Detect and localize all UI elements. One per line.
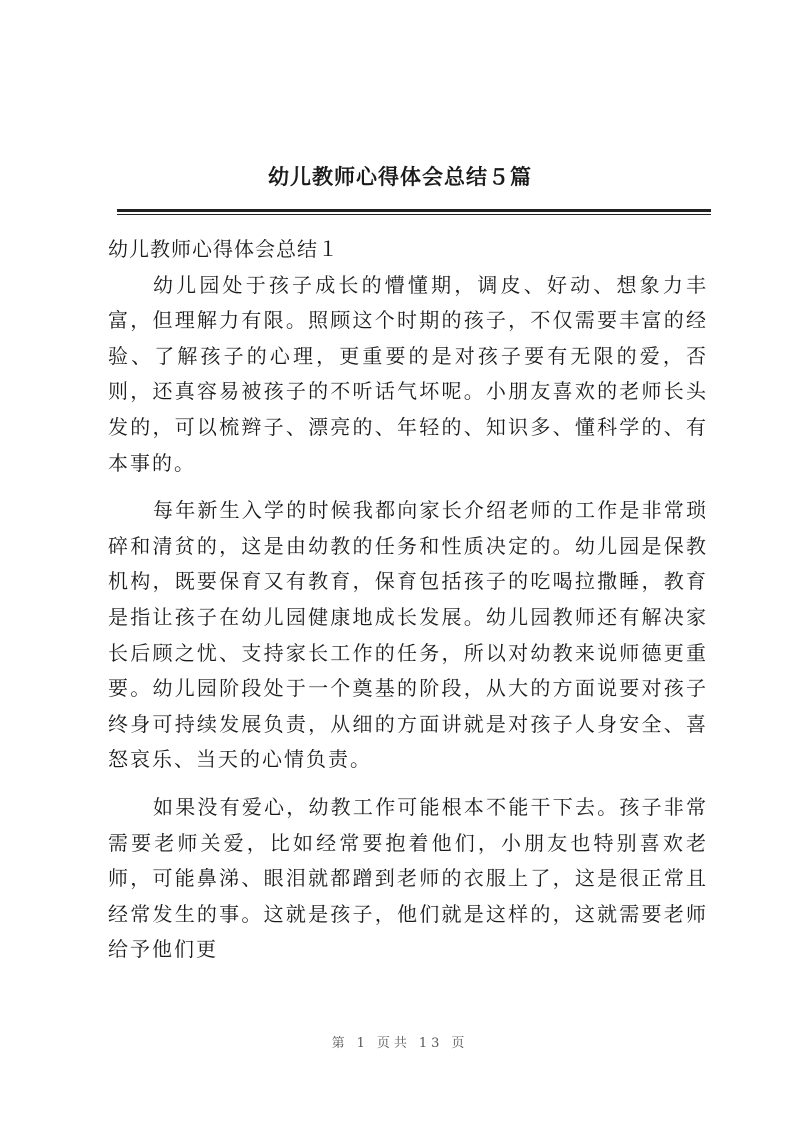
footer-middle: 页共 xyxy=(376,1036,411,1051)
paragraph-3: 如果没有爱心，幼教工作可能根本不能干下去。孩子非常需要老师关爱，比如经常要抱着他们，小朋友也特别喜欢老师，可能鼻涕、眼泪就都蹭到老师的衣服上了，这是很正常且经常发生的事。这就是孩子，他们就是这样的，这就需要老师给予他们更 xyxy=(108,794,708,962)
footer-total-pages: 13 xyxy=(418,1036,444,1051)
footer-current-page: 1 xyxy=(356,1036,369,1051)
page-footer xyxy=(0,1032,800,1051)
section-heading: 幼儿教师心得体会总结１ xyxy=(108,237,339,261)
paragraph-2: 每年新生入学的时候我都向家长介绍老师的工作是非常琐碎和清贫的，这是由幼教的任务和性质决定的。幼儿园是保教机构，既要保育又有教育，保育包括孩子的吃喝拉撒睡，教育是指让孩子在幼儿园健康地成长发展。幼儿园教师还有解决家长后顾之忧、支持家长工作的任务，所以对幼教来说师德更重要。幼儿园阶段处于一个奠基的阶段，从大的方面说要对孩子终身可持续发展负责，从细的方面讲就是对孩子人身安全、喜怒哀乐、当天的心情负责。 xyxy=(108,498,708,772)
title-divider-thin xyxy=(117,214,711,215)
title-divider-thick xyxy=(117,209,711,212)
document-body xyxy=(108,232,708,968)
paragraph-1: 幼儿园处于孩子成长的懵懂期，调皮、好动、想象力丰富，但理解力有限。照顾这个时期的孩子，不仅需要丰富的经验、了解孩子的心理，更重要的是对孩子要有无限的爱，否则，还真容易被孩子的不听话气坏呢。小朋友喜欢的老师长头发的，可以梳辫子、漂亮的、年轻的、知识多、懂科学的、有本事的。 xyxy=(108,272,708,475)
footer-prefix: 第 xyxy=(331,1036,349,1051)
footer-suffix: 页 xyxy=(451,1036,469,1051)
document-title: 幼儿教师心得体会总结５篇 xyxy=(268,164,532,189)
